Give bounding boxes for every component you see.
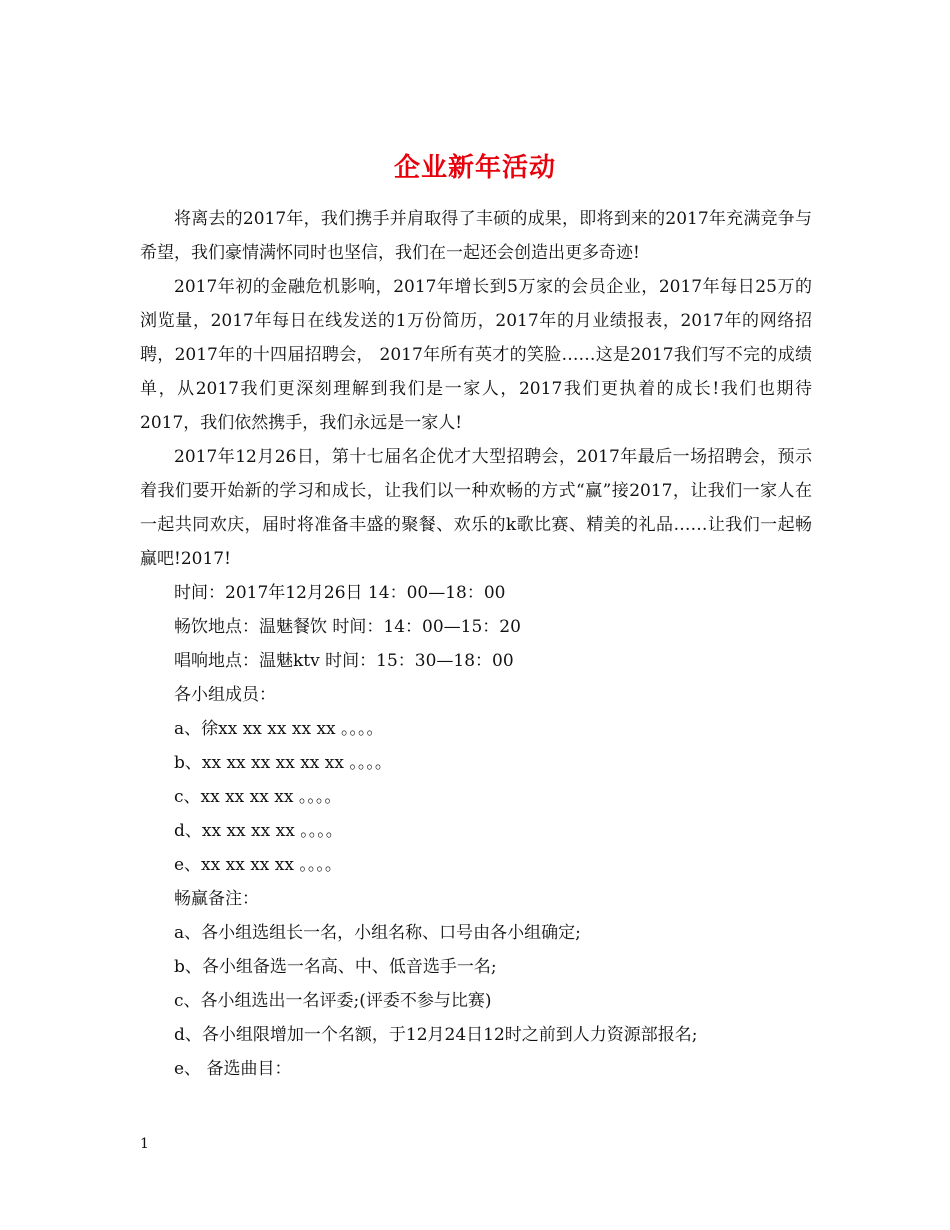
notes-heading: 畅赢备注： (174, 889, 259, 909)
group-member-item: b、xx xx xx xx xx xx 。。。。 (174, 753, 392, 773)
group-member-item: d、xx xx xx xx 。。。。 (174, 821, 343, 841)
dining-location-line: 畅饮地点：温魅餐饮 时间：14：00—15：20 (174, 617, 521, 637)
note-item: e、 备选曲目： (174, 1059, 292, 1079)
note-item: b、各小组备选一名高、中、低音选手一名; (174, 957, 497, 977)
page-number: 1 (140, 1136, 149, 1152)
paragraph: 将离去的2017年，我们携手并肩取得了丰硕的成果，即将到来的2017年充满竞争与希望，我们豪情满怀同时也坚信，我们在一起还会创造出更多奇迹! (140, 209, 812, 263)
ktv-location-line: 唱响地点：温魅ktv 时间：15：30—18：00 (174, 651, 514, 671)
note-item: c、各小组选出一名评委;(评委不参与比赛) (174, 991, 492, 1011)
note-item: d、各小组限增加一个名额，于12月24日12时之前到人力资源部报名; (174, 1025, 698, 1045)
group-members-heading: 各小组成员： (174, 685, 276, 705)
group-member-item: e、xx xx xx xx 。。。。 (174, 855, 342, 875)
event-time-line: 时间：2017年12月26日 14：00—18：00 (174, 583, 506, 603)
group-member-item: c、xx xx xx xx 。。。。 (174, 787, 342, 807)
page-title: 企业新年活动 (393, 153, 556, 184)
document-body (140, 202, 812, 1086)
paragraph: 2017年12月26日，第十七届名企优才大型招聘会，2017年最后一场招聘会，预示着我们要开始新的学习和成长，让我们以一种欢畅的方式“赢”接2017，让我们一家人在一起共同欢庆，届时将准备丰盛的聚餐、欢乐的k歌比赛、精美的礼品……让我们一起畅赢吧!2017! (140, 447, 812, 569)
paragraph: 2017年初的金融危机影响，2017年增长到5万家的会员企业，2017年每日25万的浏览量，2017年每日在线发送的1万份简历，2017年的月业绩报表，2017年的网络招聘，2017年的十四届招聘会， 2017年所有英才的笑脸……这是2017我们写不完的成绩单，从2017我们更深刻理解到我们是一家人，2017我们更执着的成长!我们也期待2017，我们依然携手，我们永远是一家人! (140, 277, 812, 433)
note-item: a、各小组选组长一名，小组名称、口号由各小组确定; (174, 923, 581, 943)
group-member-item: a、徐xx xx xx xx xx 。。。。 (174, 719, 384, 739)
